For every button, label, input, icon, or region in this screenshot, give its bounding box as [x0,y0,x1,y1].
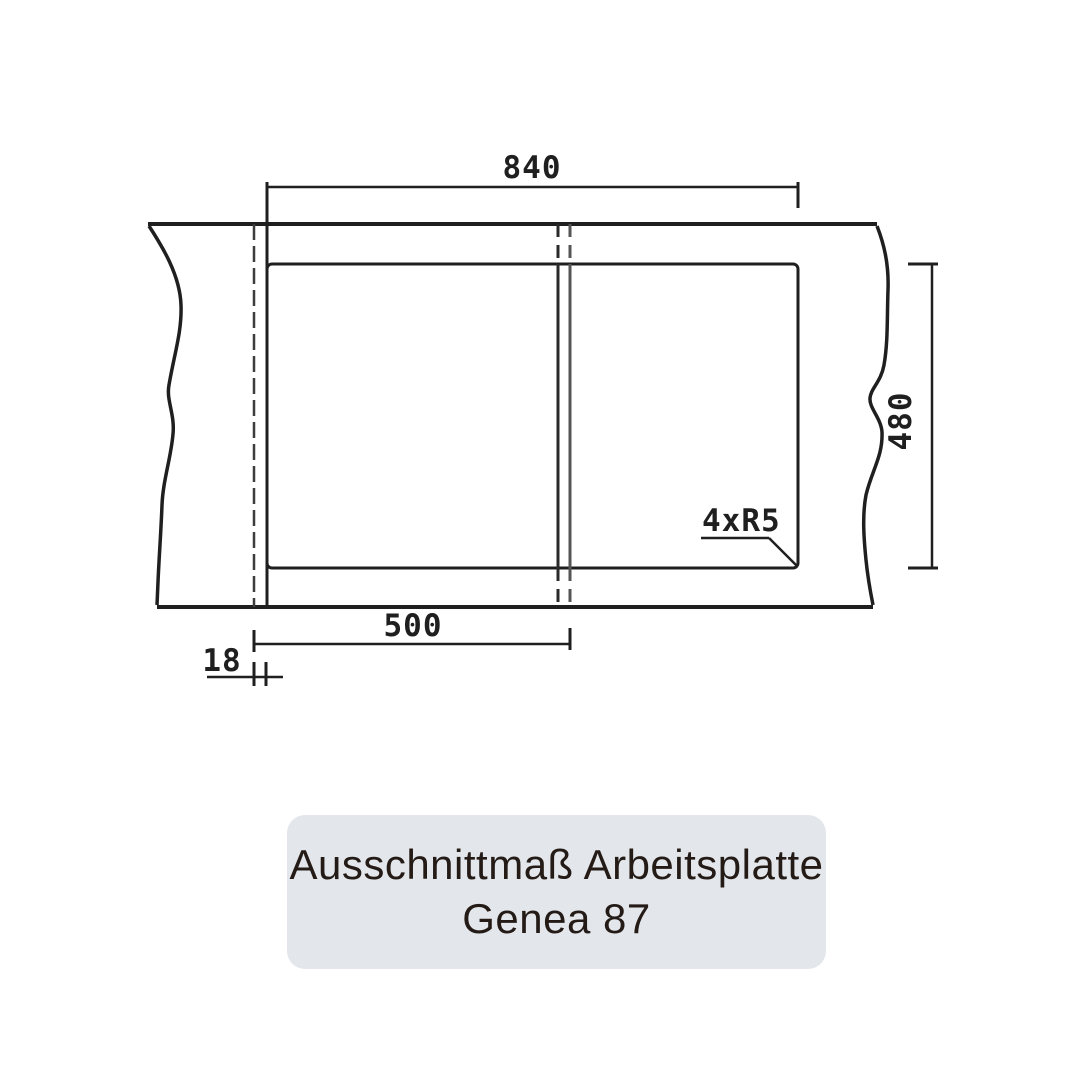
dim-840-label: 840 [502,150,562,186]
caption-card [287,815,826,969]
dimension-480 [883,264,938,568]
break-line-left [149,226,181,605]
dim-18-label: 18 [202,643,242,679]
dim-480-label: 480 [883,391,919,451]
dimension-840 [267,150,798,608]
dimension-18 [202,643,283,686]
dim-500-label: 500 [383,608,443,644]
caption-line-1: Ausschnittmaß Arbeitsplatte [289,841,824,889]
worktop-outline [148,224,888,607]
dimension-500 [254,608,570,652]
corner-radius-label: 4xR5 [702,503,781,539]
caption-line-2: Genea 87 [462,895,651,942]
leader-diagonal [769,538,797,566]
corner-radius-note [701,503,797,566]
